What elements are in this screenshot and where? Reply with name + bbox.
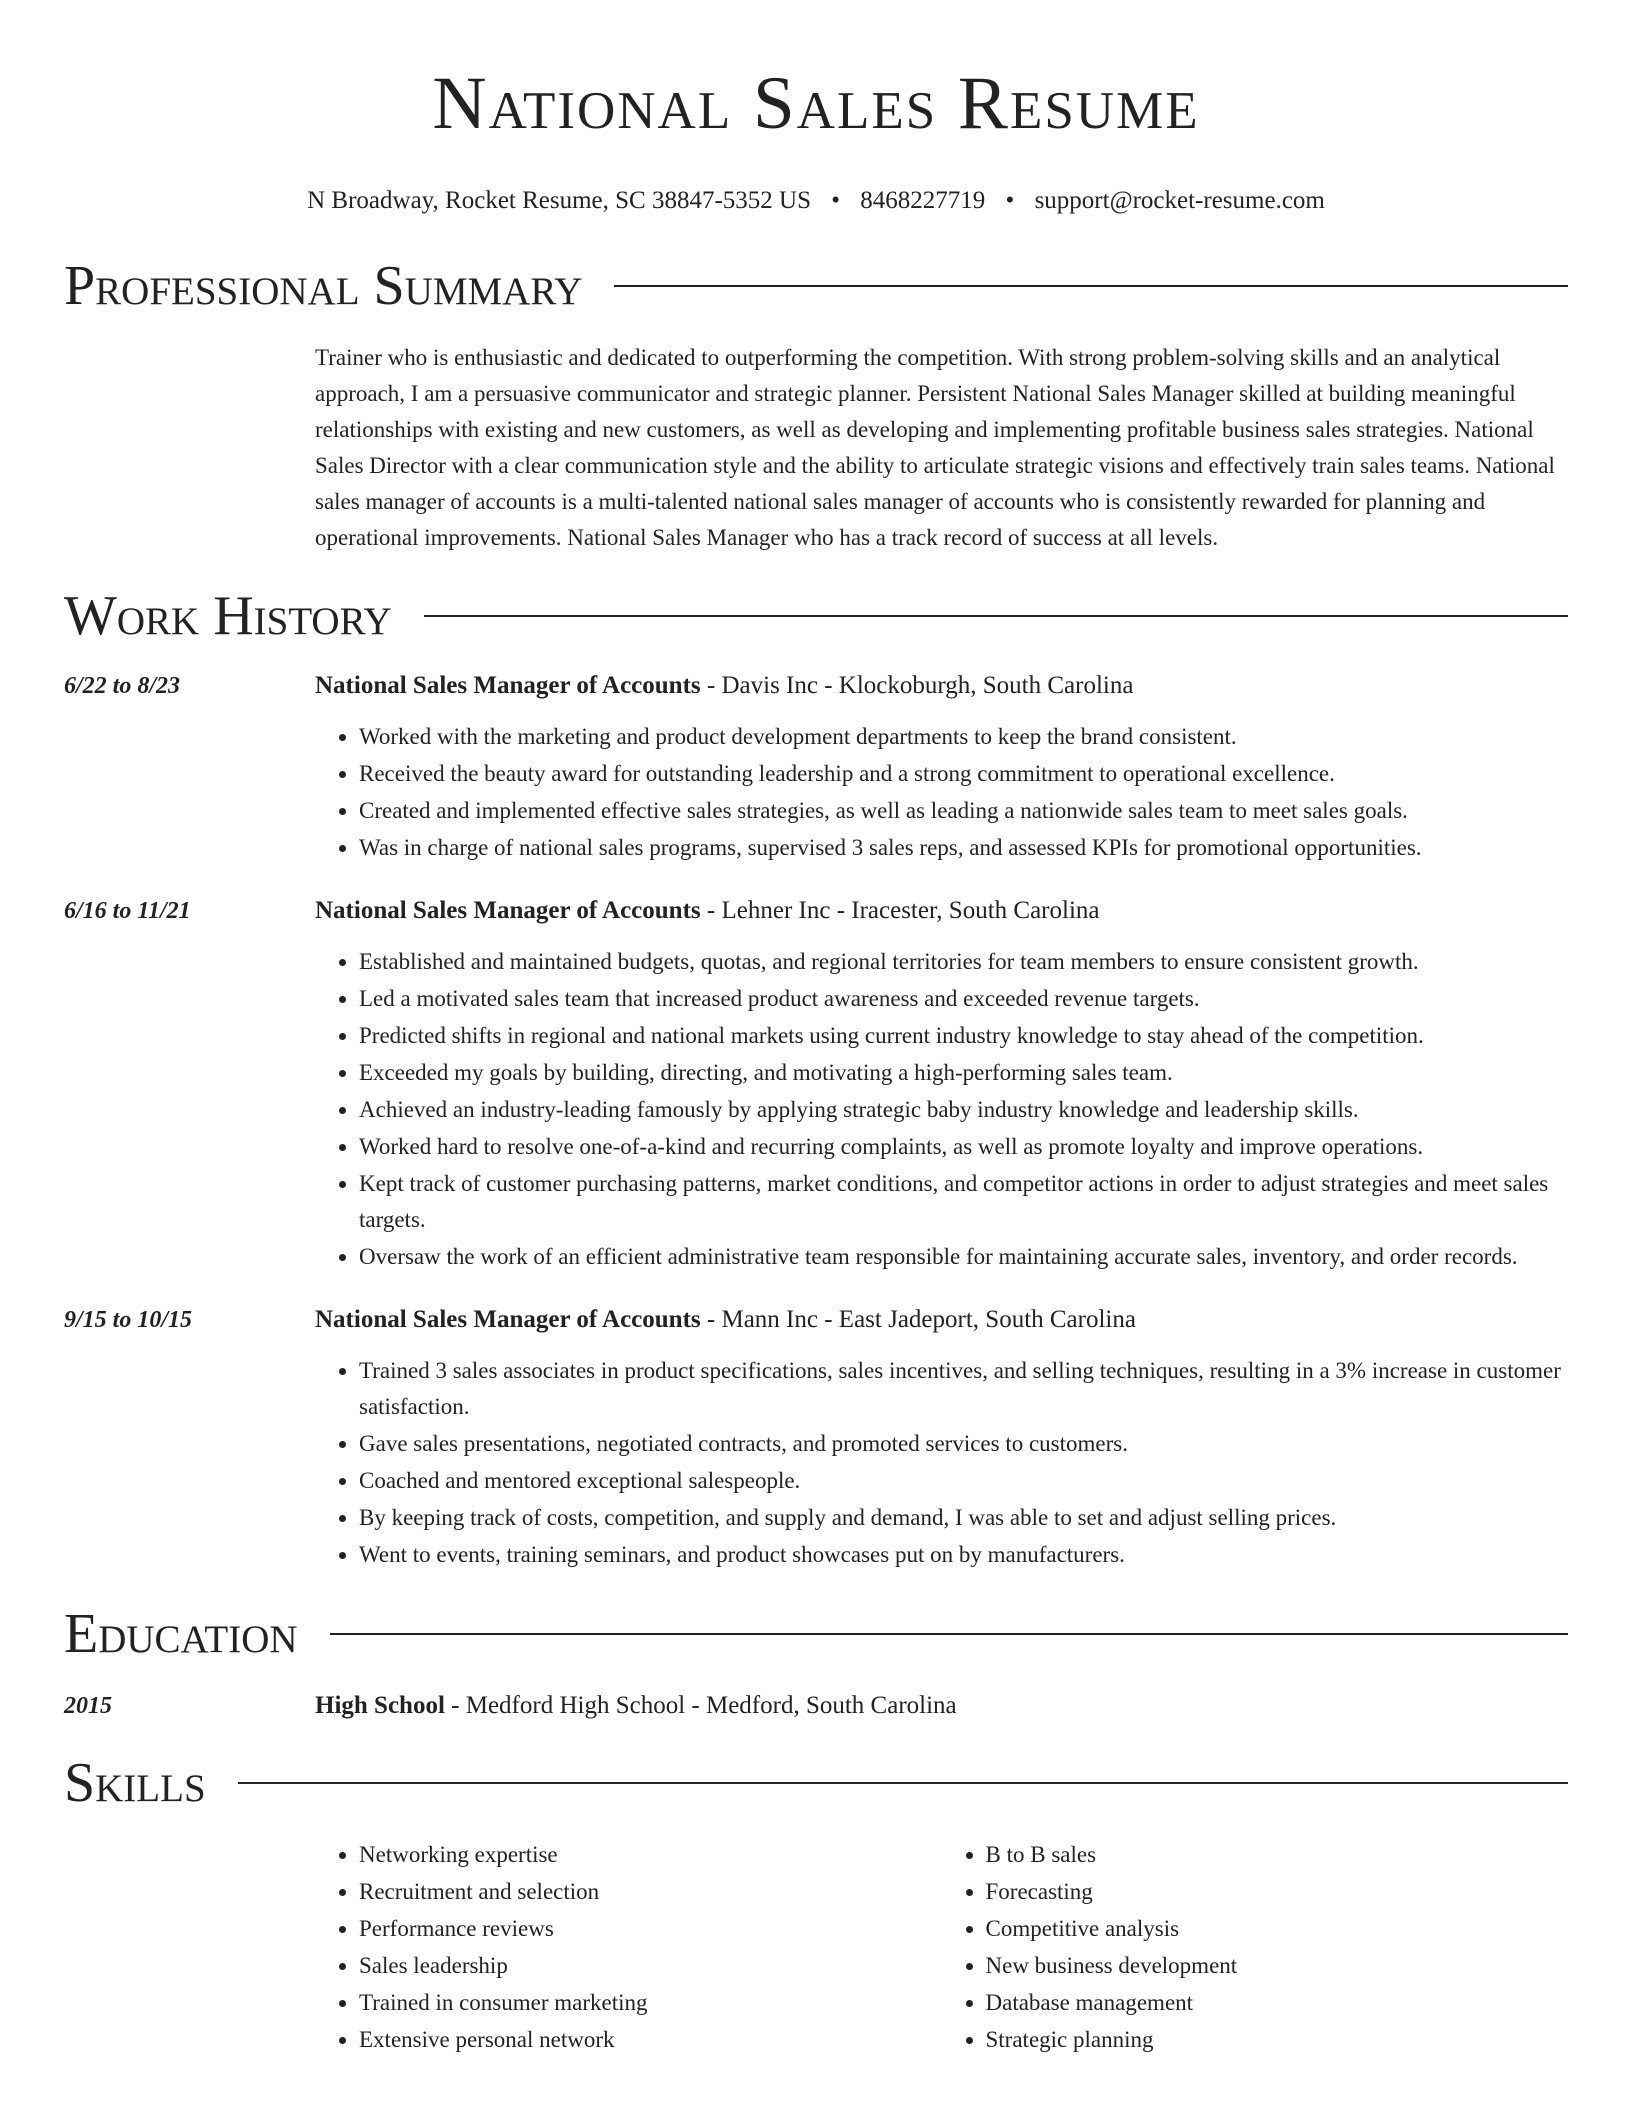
job-bullets <box>315 719 1568 866</box>
list-item: • Sales leadership <box>359 1948 942 1984</box>
list-item: • Exceeded my goals by building, directing, and motivating a high-performing sales team. <box>359 1055 1568 1091</box>
job-details: - Davis Inc - Klockoburgh, South Carolina <box>700 672 1134 699</box>
email: support@rocket-resume.com <box>1034 187 1325 214</box>
job-entry <box>64 670 1568 867</box>
list-item: • Competitive analysis <box>986 1911 1569 1947</box>
summary-section-header <box>64 256 1568 316</box>
list-item: • Forecasting <box>986 1874 1569 1910</box>
education-year: 2015 <box>64 1693 112 1719</box>
job-dates: 9/15 to 10/15 <box>64 1307 193 1333</box>
phone: 8468227719 <box>860 187 986 214</box>
summary-heading: Professional Summary <box>64 255 583 317</box>
job-title: National Sales Manager of Accounts <box>315 672 701 699</box>
list-item: • Strategic planning <box>986 2022 1569 2058</box>
job-entry <box>64 1304 1568 1574</box>
job-title: National Sales Manager of Accounts <box>315 1306 701 1333</box>
list-item: • Worked hard to resolve one-of-a-kind and recurring complaints, as well as promote loyalty and improve operations. <box>359 1129 1568 1165</box>
list-item: • Achieved an industry-leading famously by applying strategic baby industry knowledge and leadership skills. <box>359 1092 1568 1128</box>
skills-list <box>315 1837 1568 2059</box>
contact-line <box>64 186 1568 216</box>
address: N Broadway, Rocket Resume, SC 38847-5352 US <box>307 187 812 214</box>
education-entry <box>64 1690 1568 1739</box>
list-item: • Gave sales presentations, negotiated contracts, and promoted services to customers. <box>359 1426 1568 1462</box>
summary-text: Trainer who is enthusiastic and dedicated to outperforming the competition. With strong problem-solving skills and an analytical approach, I am a persuasive communicator and strategic planner. Persistent National Sales Manager skilled at building meaningful relationships with existing and new customers, as well as developing and implementing profitable business sales strategies. National Sales Director with a clear communication style and the ability to articulate strategic visions and effectively train sales teams. National sales manager of accounts is a multi-talented national sales manager of accounts who is consistently rewarded for planning and operational improvements. National Sales Manager who has a track record of success at all levels. <box>315 345 1555 550</box>
list-item: • Led a motivated sales team that increased product awareness and exceeded revenue targets. <box>359 981 1568 1017</box>
resume-title: National Sales Resume <box>432 62 1200 145</box>
job-bullets <box>315 1353 1568 1573</box>
list-item: • Coached and mentored exceptional salespeople. <box>359 1463 1568 1499</box>
job-title-line <box>315 1304 1568 1336</box>
section-divider <box>330 1633 1568 1635</box>
education-line <box>315 1690 1568 1722</box>
list-item: • Went to events, training seminars, and product showcases put on by manufacturers. <box>359 1537 1568 1573</box>
skills-section-header <box>64 1753 1568 1813</box>
separator-dot: • <box>831 187 841 214</box>
education-details: - Medford High School - Medford, South Carolina <box>444 1692 957 1719</box>
job-title: National Sales Manager of Accounts <box>315 897 701 924</box>
list-item: • Oversaw the work of an efficient administrative team responsible for maintaining accurate sales, inventory, and order records. <box>359 1239 1568 1275</box>
job-title-line <box>315 895 1568 927</box>
list-item: • Received the beauty award for outstanding leadership and a strong commitment to operational excellence. <box>359 756 1568 792</box>
list-item: • Extensive personal network <box>359 2022 942 2058</box>
list-item: • B to B sales <box>986 1837 1569 1873</box>
list-item: • Kept track of customer purchasing patterns, market conditions, and competitor actions in order to adjust strategies and meet sales targets. <box>359 1166 1568 1238</box>
list-item: • Networking expertise <box>359 1837 942 1873</box>
list-item: • New business development <box>986 1948 1569 1984</box>
skills-heading: Skills <box>64 1752 206 1814</box>
list-item: • Trained 3 sales associates in product specifications, sales incentives, and selling techniques, resulting in a 3% increase in customer satisfaction. <box>359 1353 1568 1425</box>
list-item: • Predicted shifts in regional and national markets using current industry knowledge to stay ahead of the competition. <box>359 1018 1568 1054</box>
education-degree: High School <box>315 1692 445 1719</box>
job-details: - Lehner Inc - Iracester, South Carolina <box>700 897 1100 924</box>
education-heading: Education <box>64 1603 298 1665</box>
list-item: • Performance reviews <box>359 1911 942 1947</box>
job-bullets <box>315 944 1568 1275</box>
list-item: • Was in charge of national sales programs, supervised 3 sales reps, and assessed KPIs for promotional opportunities. <box>359 830 1568 866</box>
skills-column-right <box>942 1837 1569 2059</box>
list-item: • Recruitment and selection <box>359 1874 942 1910</box>
job-title-line <box>315 670 1568 702</box>
skills-column-left <box>315 1837 942 2059</box>
list-item: • Database management <box>986 1985 1569 2021</box>
list-item: • Worked with the marketing and product development departments to keep the brand consistent. <box>359 719 1568 755</box>
list-item: • Trained in consumer marketing <box>359 1985 942 2021</box>
education-section-header <box>64 1604 1568 1664</box>
section-divider <box>238 1782 1568 1784</box>
separator-dot: • <box>1005 187 1015 214</box>
work-section-header <box>64 586 1568 646</box>
job-dates: 6/22 to 8/23 <box>64 673 181 699</box>
work-heading: Work History <box>64 585 392 647</box>
section-divider <box>614 285 1568 287</box>
list-item: • Created and implemented effective sales strategies, as well as leading a nationwide sales team to meet sales goals. <box>359 793 1568 829</box>
job-details: - Mann Inc - East Jadeport, South Carolina <box>700 1306 1136 1333</box>
job-entry <box>64 895 1568 1276</box>
section-divider <box>424 615 1568 617</box>
list-item: • By keeping track of costs, competition, and supply and demand, I was able to set and adjust selling prices. <box>359 1500 1568 1536</box>
job-dates: 6/16 to 11/21 <box>64 898 191 924</box>
list-item: • Established and maintained budgets, quotas, and regional territories for team members to ensure consistent growth. <box>359 944 1568 980</box>
